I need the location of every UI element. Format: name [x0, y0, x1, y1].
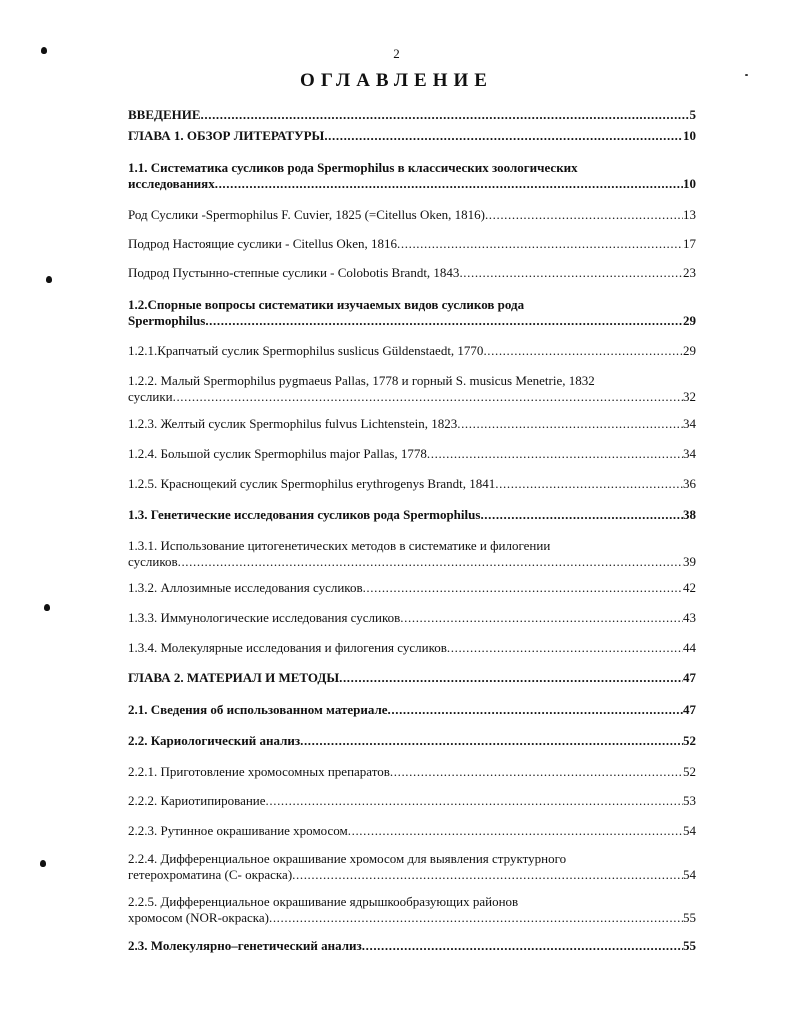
toc-item-page: 53: [683, 793, 696, 808]
toc-item-page: 17: [683, 236, 696, 251]
scan-mark-icon: [44, 604, 50, 611]
toc-item-2-1[interactable]: [128, 702, 696, 718]
dot-leader: [269, 910, 683, 926]
dot-leader: [201, 107, 690, 123]
toc-item-title: 1.3.4. Молекулярные исследования и филогения сусликов: [128, 640, 447, 655]
toc-item-page: 47: [683, 702, 696, 717]
dot-leader: [324, 128, 683, 144]
toc-item-title: Подрод Настоящие суслики - Citellus Oken, 1816: [128, 236, 398, 251]
toc-item-2-2-1[interactable]: [128, 764, 696, 780]
scan-mark-icon: [46, 276, 52, 283]
toc-item-1-3[interactable]: [128, 507, 696, 523]
toc-item-title: 1.2.5. Краснощекий суслик Spermophilus erythrogenys Brandt, 1841: [128, 476, 496, 491]
toc-item-title: суслики: [128, 389, 173, 404]
dot-leader: [178, 554, 683, 570]
toc-item-1-3-2[interactable]: [128, 580, 696, 596]
toc-item-title: 2.2.1. Приготовление хромосомных препаратов: [128, 764, 390, 779]
toc-item-1-2[interactable]: [128, 297, 696, 329]
toc-item-title: сусликов: [128, 554, 178, 569]
toc-item-page: 44: [683, 640, 696, 655]
toc-item-subgenus-colobotis[interactable]: [128, 265, 696, 281]
dot-leader: [266, 793, 683, 809]
toc-item-page: 52: [683, 764, 696, 779]
toc-item-page: 34: [683, 446, 696, 461]
toc-item-page: 39: [683, 554, 696, 569]
toc-item-intro[interactable]: [128, 107, 696, 123]
dot-leader: [427, 446, 683, 462]
toc-item-title: ГЛАВА 1. ОБЗОР ЛИТЕРАТУРЫ: [128, 128, 325, 143]
toc-item-2-2-3[interactable]: [128, 823, 696, 839]
toc-item-page: 54: [683, 867, 696, 882]
toc-item-page: 55: [683, 938, 696, 953]
toc-item-2-3[interactable]: [128, 938, 696, 954]
dot-leader: [388, 702, 683, 718]
toc-item-page: 23: [683, 265, 696, 280]
toc-item-title: 1.2.4. Большой суслик Spermophilus major Pallas, 1778: [128, 446, 427, 461]
toc-item-title: 1.3.3. Иммунологические исследования сусликов: [128, 610, 401, 625]
toc-item-page: 42: [683, 580, 696, 595]
scan-mark-icon: [40, 860, 46, 867]
toc-item-title: ГЛАВА 2. МАТЕРИАЛ И МЕТОДЫ: [128, 670, 340, 685]
toc-item-page: 29: [683, 313, 696, 328]
toc-item-page: 43: [683, 610, 696, 625]
toc-item-page: 52: [683, 733, 696, 748]
dot-leader: [300, 733, 683, 749]
toc-item-2-2-4[interactable]: [128, 851, 696, 883]
toc-item-1-2-1[interactable]: [128, 343, 696, 359]
toc-item-title: хромосом (NOR-окраска): [128, 910, 269, 925]
toc-item-title: Spermophilus: [128, 313, 206, 328]
dot-leader: [348, 823, 683, 839]
toc-item-title-line: 1.1. Систематика сусликов рода Spermophilus в классических зоологических: [128, 160, 578, 175]
toc-item-subgenus-citellus[interactable]: [128, 236, 696, 252]
dot-leader: [390, 764, 683, 780]
dot-leader: [459, 265, 683, 281]
toc-item-title-line: 2.2.5. Дифференциальное окрашивание ядрышкообразующих районов: [128, 894, 519, 909]
toc-item-title: 2.2.2. Кариотипирование: [128, 793, 266, 808]
toc-item-1-1[interactable]: [128, 160, 696, 192]
toc-item-title: 1.2.1.Крапчатый суслик Spermophilus suslicus Güldenstaedt, 1770: [128, 343, 484, 358]
toc-item-title: Подрод Пустынно-степные суслики - Colobotis Brandt, 1843: [128, 265, 460, 280]
toc-item-2-2[interactable]: [128, 733, 696, 749]
toc-item-1-3-4[interactable]: [128, 640, 696, 656]
toc-item-title-line: 2.2.4. Дифференциальное окрашивание хромосом для выявления структурного: [128, 851, 567, 866]
toc-item-page: 32: [683, 389, 696, 404]
toc-item-title: 2.2. Кариологический анализ: [128, 733, 301, 748]
toc-item-title: исследованиях: [128, 176, 215, 191]
toc-item-page: 54: [683, 823, 696, 838]
toc-item-2-2-2[interactable]: [128, 793, 696, 809]
toc-item-title: 1.2.3. Желтый суслик Spermophilus fulvus Lichtenstein, 1823: [128, 416, 458, 431]
toc-item-page: 38: [683, 507, 696, 522]
toc-item-title: гетерохроматина (С- окраска): [128, 867, 293, 882]
dot-leader: [292, 867, 683, 883]
scan-mark-icon: [41, 47, 47, 54]
toc-item-title: 2.1. Сведения об использованном материале: [128, 702, 388, 717]
dot-leader: [485, 207, 683, 223]
toc-item-page: 13: [683, 207, 696, 222]
toc-item-page: 47: [683, 670, 696, 685]
scan-speck-icon: [745, 74, 748, 76]
dot-leader: [397, 236, 683, 252]
dot-leader: [457, 416, 683, 432]
dot-leader: [480, 507, 683, 523]
toc-item-1-3-3[interactable]: [128, 610, 696, 626]
toc-item-page: 10: [683, 128, 696, 143]
toc-item-genus[interactable]: [128, 207, 696, 223]
toc-item-title: ВВЕДЕНИЕ: [128, 107, 201, 122]
dot-leader: [400, 610, 683, 626]
toc-item-page: 34: [683, 416, 696, 431]
toc-item-2-2-5[interactable]: [128, 894, 696, 926]
toc-item-chapter-2[interactable]: [128, 670, 696, 686]
page-title: ОГЛАВЛЕНИЕ: [300, 70, 493, 91]
toc-item-title: 2.2.3. Рутинное окрашивание хромосом: [128, 823, 348, 838]
toc-item-title: 1.3.2. Аллозимные исследования сусликов: [128, 580, 363, 595]
dot-leader: [495, 476, 683, 492]
toc-item-page: 36: [683, 476, 696, 491]
toc-item-1-2-3[interactable]: [128, 416, 696, 432]
page-number: 2: [393, 46, 400, 61]
toc-item-title-line: 1.2.2. Малый Spermophilus pygmaeus Pallas, 1778 и горный S. musicus Menetrie, 1832: [128, 373, 595, 388]
toc-item-1-2-5[interactable]: [128, 476, 696, 492]
toc-item-page: 29: [683, 343, 696, 358]
toc-item-1-2-2[interactable]: [128, 373, 696, 405]
toc-item-title: 2.3. Молекулярно–генетический анализ: [128, 938, 362, 953]
toc-item-chapter-1[interactable]: [128, 128, 696, 144]
dot-leader: [173, 389, 683, 405]
dot-leader: [483, 343, 683, 359]
toc-item-title: Род Суслики -Spermophilus F. Cuvier, 1825 (=Citellus Oken, 1816): [128, 207, 485, 222]
toc-item-title: 1.3. Генетические исследования сусликов рода Spermophilus: [128, 507, 481, 522]
dot-leader: [215, 176, 683, 192]
toc-item-title-line: 1.2.Спорные вопросы систематики изучаемых видов сусликов рода: [128, 297, 525, 312]
toc-item-page: 5: [689, 107, 696, 122]
toc-item-page: 10: [683, 176, 696, 191]
toc-item-page: 55: [683, 910, 696, 925]
dot-leader: [363, 580, 683, 596]
dot-leader: [362, 938, 683, 954]
dot-leader: [205, 313, 683, 329]
toc-item-title-line: 1.3.1. Использование цитогенетических методов в систематике и филогении: [128, 538, 551, 553]
toc-item-1-2-4[interactable]: [128, 446, 696, 462]
dot-leader: [339, 670, 683, 686]
toc-item-1-3-1[interactable]: [128, 538, 696, 570]
dot-leader: [447, 640, 683, 656]
